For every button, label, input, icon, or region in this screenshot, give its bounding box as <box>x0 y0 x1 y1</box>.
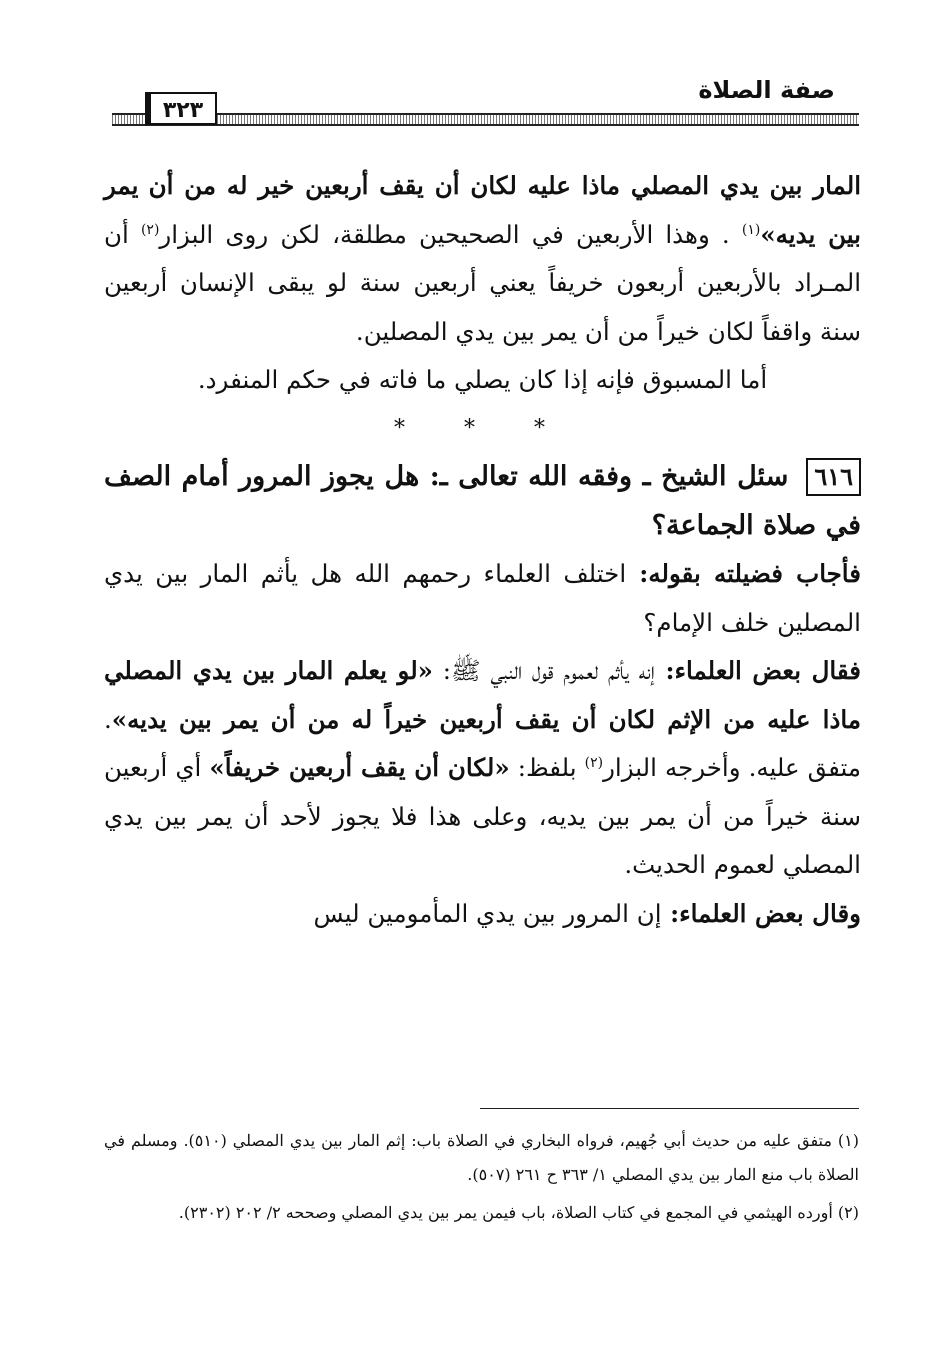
hadith-quote-continued: المار بين يدي المصلي ماذا عليه لكان أن يقف أربعين خير له من أن <box>148 171 861 200</box>
section-divider-stars: * * * <box>394 415 571 441</box>
footnotes <box>104 1124 859 1234</box>
hadith-quote: «لو يعلم المار بين يدي المصلي ماذا عليه من الإثم لكان أن يقف أربعين خيراً له من أن يمر بين يديه» <box>104 656 861 734</box>
hadith-quote-end: يمر بين يديه» <box>104 171 861 249</box>
opinion-2-lead: وقال بعض العلماء: <box>661 898 861 928</box>
footnote-1: (١) متفق عليه من حديث أبي جُهيم، فرواه البخاري في الصلاة باب: إثم المار بين يدي المصلي (٥١٠). ومسلم في الصلاة باب منع المار بين يدي المصلي ١/ ٣٦٣ ح ٢٦١ (٥٠٧). <box>104 1131 860 1184</box>
footnote-2: (٢) أورده الهيثمي في المجمع في كتاب الصلاة، باب فيمن يمر بين يدي المصلي وصححه ٢/ ٢٠٢ (٢٣٠٢). <box>178 1203 859 1222</box>
question-heading <box>104 453 861 550</box>
answer-text: اختلف العلماء رحمهم الله هل يأثم المار بين يدي المصلين خلف الإمام؟ <box>104 559 861 637</box>
opinion-1-text-2: . متفق عليه. وأخرجه البزار <box>104 704 862 782</box>
question-text: سئل الشيخ ـ وفقه الله تعالى ـ: هل يجوز المرور أمام الصف في صلاة الجماعة؟ <box>104 461 861 541</box>
question-number: ٦١٦ <box>806 458 861 496</box>
paragraph-1-text: . وهذا الأربعين في الصحيحين مطلقة، لكن روى البزار <box>159 219 742 249</box>
answer-lead: فأجاب فضيلته بقوله: <box>626 559 861 588</box>
footnote-rule <box>480 1108 859 1109</box>
header-rule <box>112 113 859 126</box>
hadith-quote-2: «لكان أن يقف أربعين خريفاً» <box>209 753 510 782</box>
paragraph-1-text-2: أن المـراد بالأربعين أربعون خريفاً يعني أربعين سنة لو يبقى الإنسان أربعين سنة واقفاً لكان خيراً من أن يمر بين يدي المصلين. <box>104 219 861 346</box>
opinion-1-lead: فقال بعض العلماء: <box>654 656 862 685</box>
paragraph-2: أما المسبوق فإنه إذا كان يصلي ما فاته في حكم المنفرد. <box>197 365 768 394</box>
footnote-ref-1: (١) <box>741 221 761 238</box>
answer-paragraph <box>104 550 861 647</box>
opinion-1-paragraph <box>104 647 861 890</box>
footnote-ref-2b: (٢) <box>584 754 604 771</box>
footnote-ref-2: (٢) <box>140 221 160 238</box>
running-title: صفة الصلاة <box>698 76 835 104</box>
opinion-1-text-4: أي أربعين سنة خيراً من أن يمر بين يديه، وعلى هذا فلا يجوز لأحد أن يمر بين يدي المصلي لعموم الحديث. <box>104 753 861 879</box>
page-number: ٣٢٣ <box>145 92 217 125</box>
opinion-1-text-3: بلفظ: <box>509 753 585 782</box>
body-text <box>104 162 861 938</box>
opinion-2-paragraph <box>104 890 861 939</box>
opinion-1-text-1: إنه يأثم لعموم قول النبي ﷺ: <box>432 656 655 685</box>
paragraph-1 <box>104 162 861 356</box>
opinion-2-text: إن المرور بين يدي المأمومين ليس <box>313 898 662 928</box>
